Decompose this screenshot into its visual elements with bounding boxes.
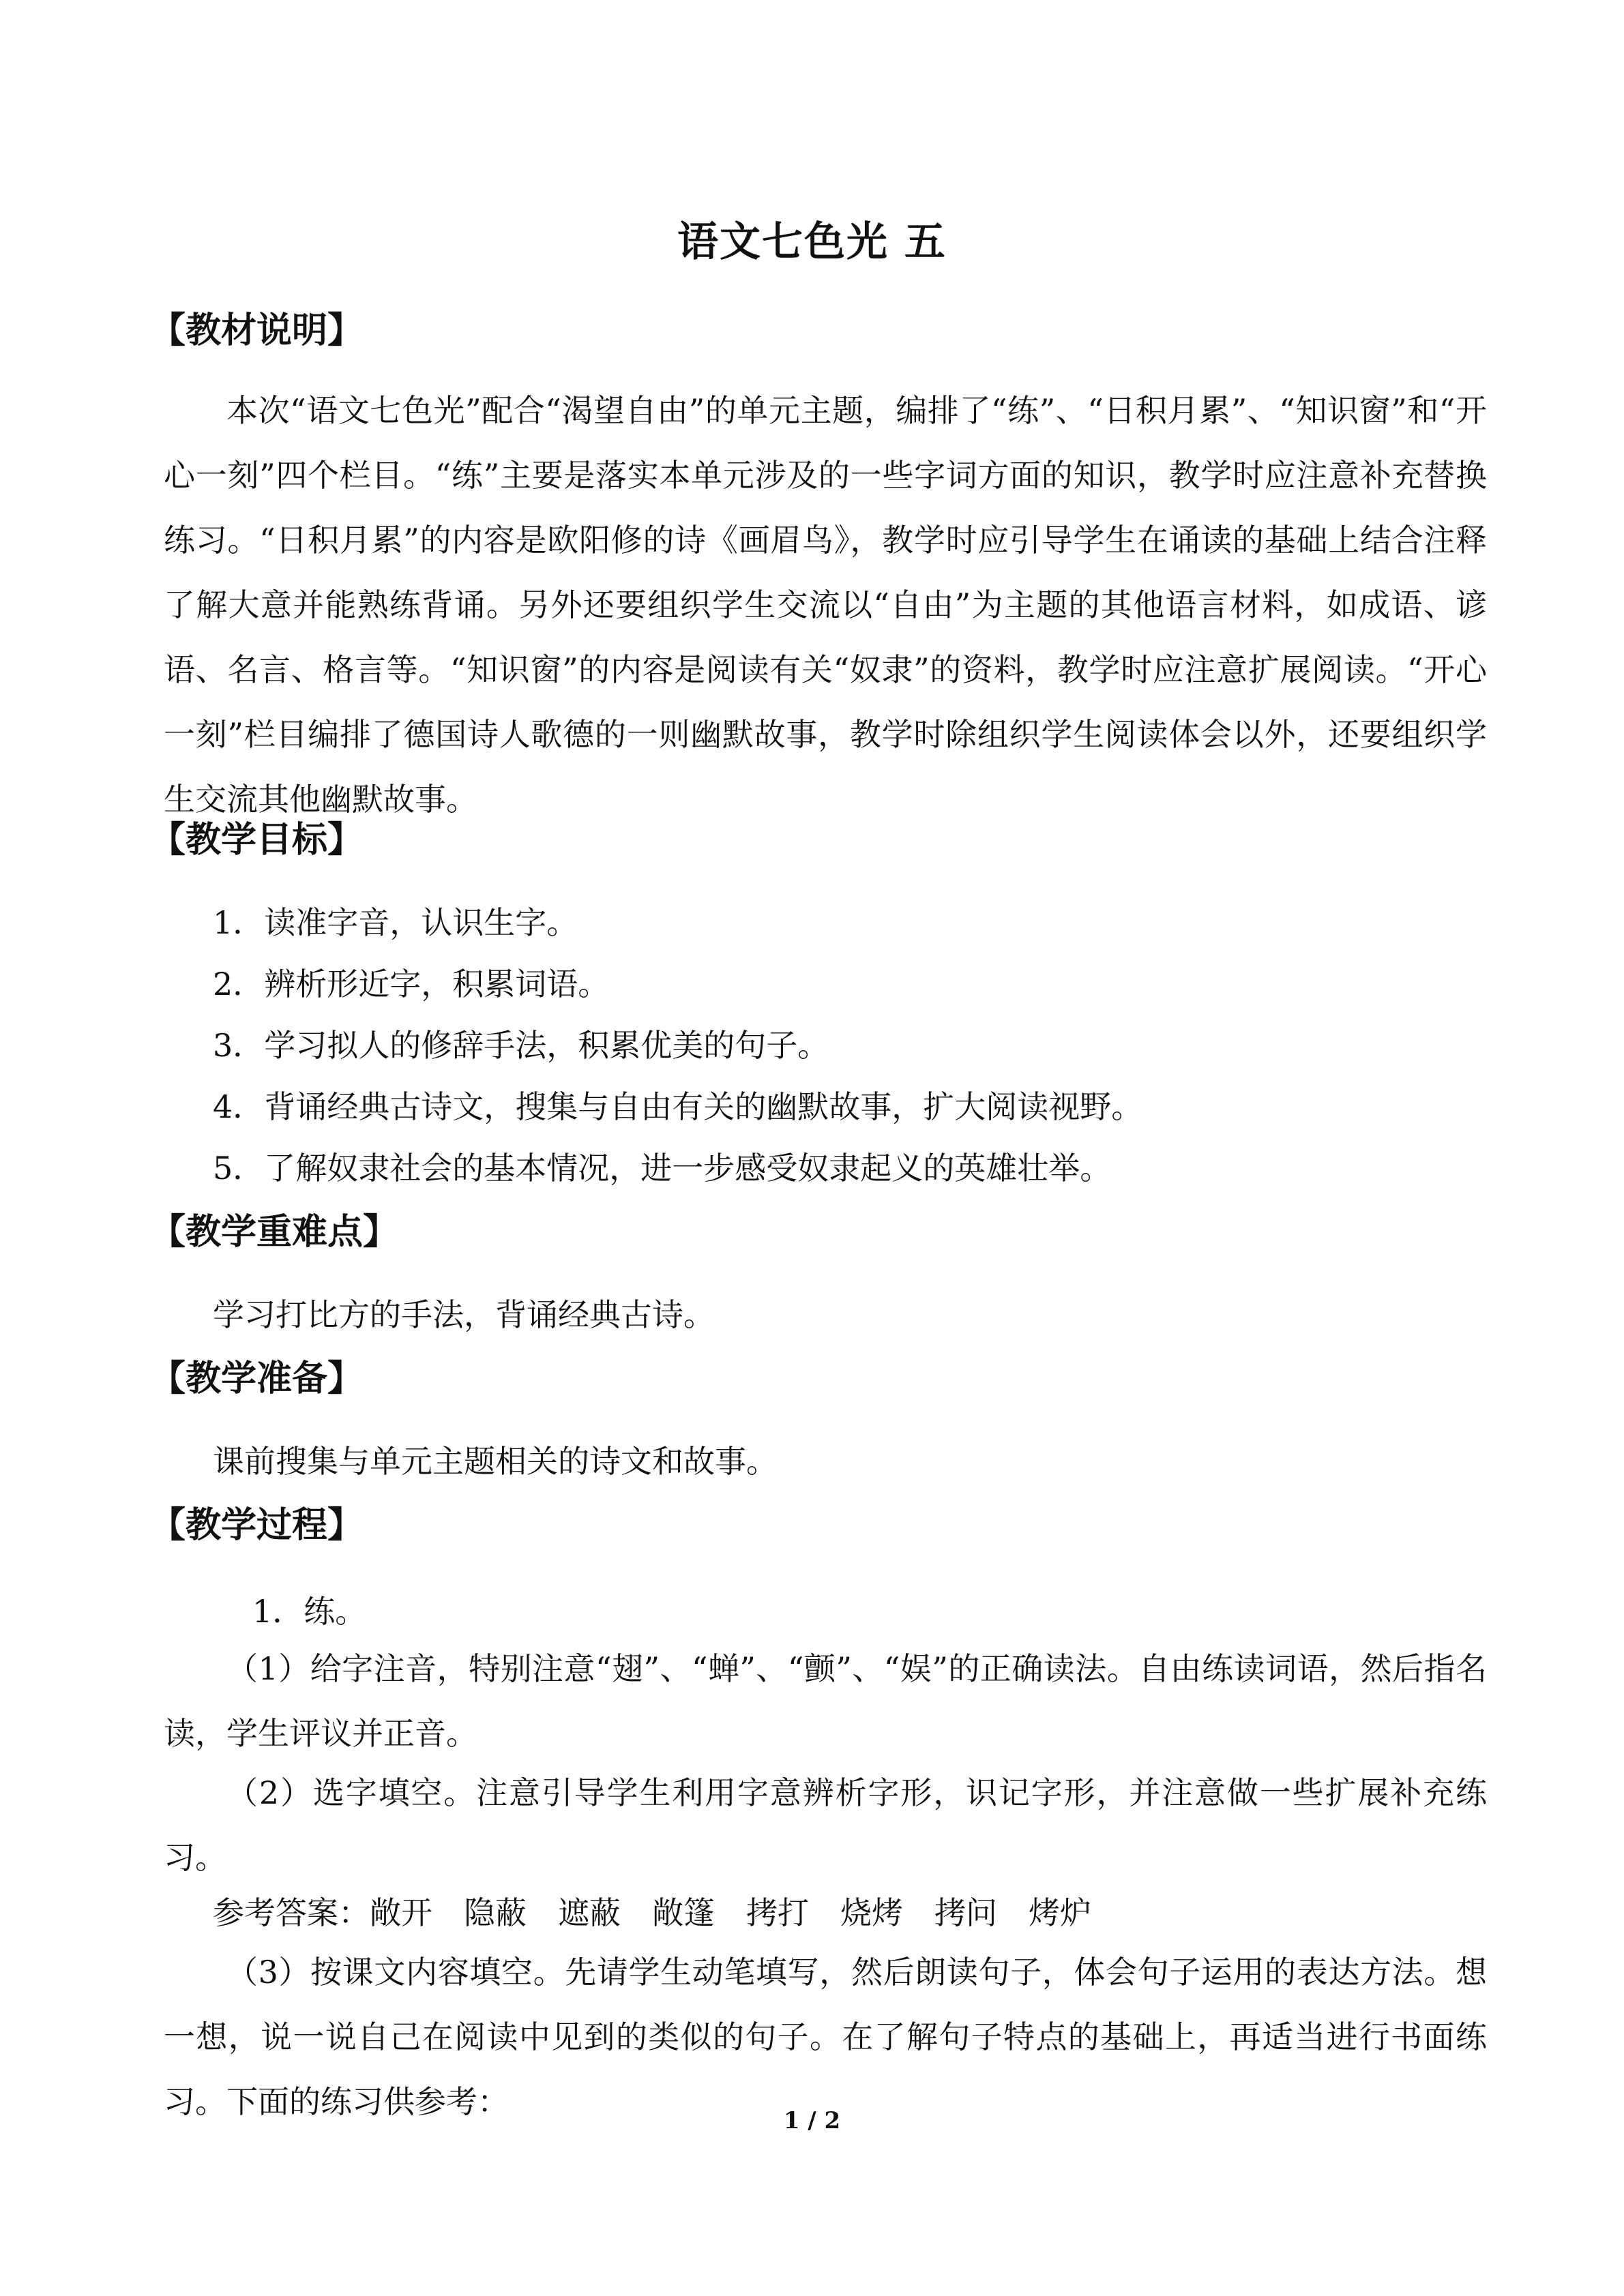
process-paragraph-2: （2）选字填空。注意引导学生利用字意辨析字形，识记字形，并注意做一些扩展补充练习。 [164, 1774, 1487, 1876]
preparation-text: 课前搜集与单元主题相关的诗文和故事。 [213, 1443, 778, 1480]
page-number: 1 / 2 [783, 2107, 841, 2134]
process-step-1: 1．练。 [252, 1593, 367, 1630]
answer-word: 拷问 [934, 1894, 997, 1931]
answer-word: 拷打 [746, 1894, 809, 1931]
answer-word: 敞篷 [652, 1894, 715, 1931]
keypoints-text: 学习打比方的手法，背诵经典古诗。 [213, 1296, 715, 1333]
goal-item-1: 1．读准字音，认识生字。 [213, 904, 578, 941]
answer-word: 敞开 [370, 1894, 432, 1931]
goal-item-2: 2．辨析形近字，积累词语。 [213, 966, 610, 1002]
answers-label: 参考答案： [213, 1894, 370, 1931]
material-paragraph: 本次“语文七色光”配合“渴望自由”的单元主题，编排了“练”、“日积月累”、“知识窗”和“开心一刻”四个栏目。“练”主要是落实本单元涉及的一些字词方面的知识，教学时应注意补充替换练习。“日积月累”的内容是欧阳修的诗《画眉鸟》，教学时应引导学生在诵读的基础上结合注释了解大意并能熟练背诵。另外还要组织学生交流以“自由”为主题的其他语言材料，如成语、谚语、名言、格言等。“知识窗”的内容是阅读有关“奴隶”的资料，教学时应注意扩展阅读。“开心一刻”栏目编排了德国诗人歌德的一则幽默故事，教学时除组织学生阅读体会以外，还要组织学生交流其他幽默故事。 [164, 392, 1487, 818]
process-paragraph-3: （3）按课文内容填空。先请学生动笔填写，然后朗读句子，体会句子运用的表达方法。想一想，说一说自己在阅读中见到的类似的句子。在了解句子特点的基础上，再适当进行书面练习。下面的练习供参考： [164, 1954, 1487, 2120]
heading-goals: 【教学目标】 [150, 819, 364, 861]
goal-item-5: 5．了解奴隶社会的基本情况，进一步感受奴隶起义的英雄壮举。 [213, 1150, 1112, 1187]
heading-process: 【教学过程】 [150, 1504, 364, 1546]
answer-word: 遮蔽 [558, 1894, 621, 1931]
heading-keypoints: 【教学重难点】 [150, 1211, 399, 1253]
document-title: 语文七色光 五 [677, 218, 947, 266]
heading-material: 【教材说明】 [150, 310, 364, 351]
answer-word: 烤炉 [1029, 1894, 1091, 1931]
goal-item-3: 3．学习拟人的修辞手法，积累优美的句子。 [213, 1027, 829, 1064]
heading-preparation: 【教学准备】 [150, 1358, 364, 1399]
answers-line [213, 1887, 1091, 1939]
goal-item-4: 4．背诵经典古诗文，搜集与自由有关的幽默故事，扩大阅读视野。 [213, 1088, 1143, 1125]
process-paragraph-1: （1）给字注音，特别注意“翅”、“蝉”、“颤”、“娱”的正确读法。自由练读词语，然后指名读，学生评议并正音。 [164, 1650, 1487, 1752]
answer-word: 隐蔽 [464, 1894, 527, 1931]
answer-word: 烧烤 [840, 1894, 903, 1931]
